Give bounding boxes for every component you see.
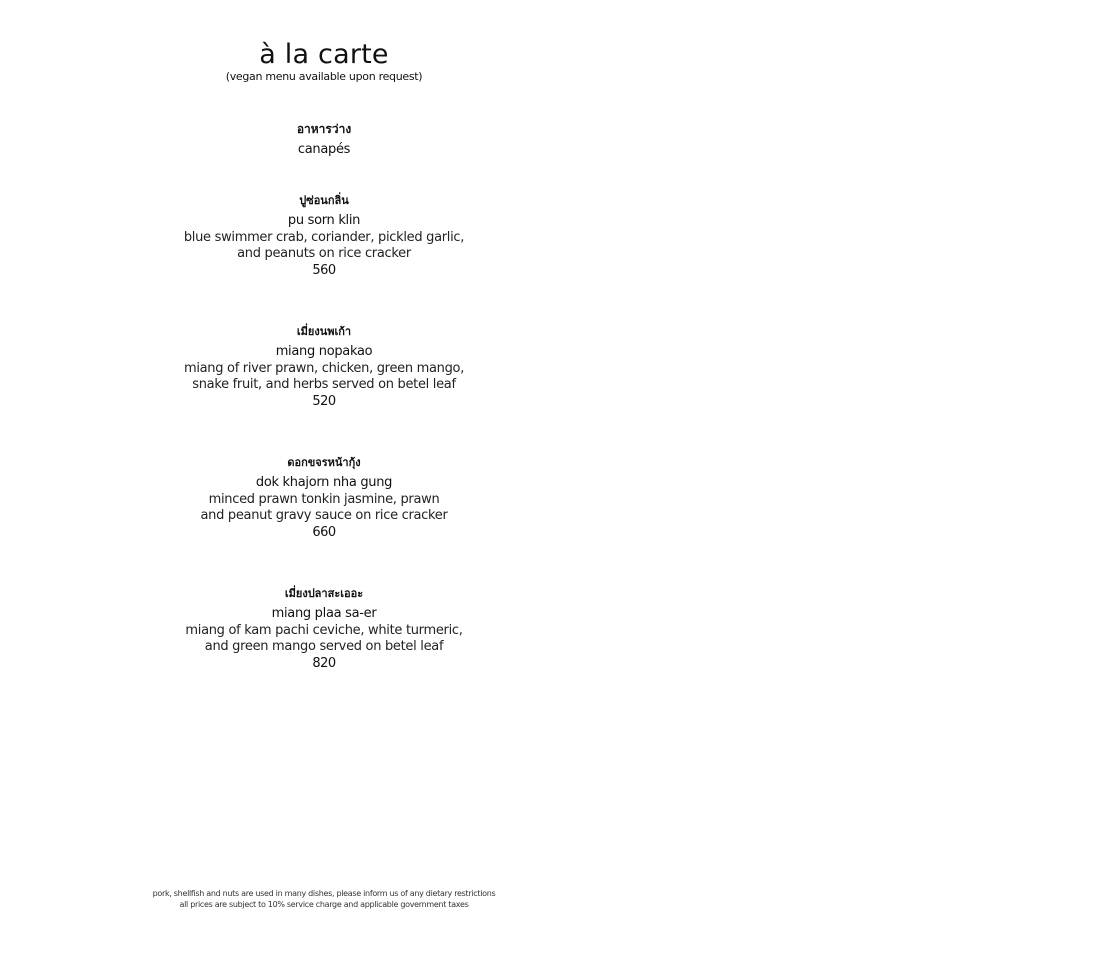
dietary-notice: pork, shellfish and nuts are used in many dishes, please inform us of any dietary restrictions (152, 889, 496, 898)
dish-price: 820 (312, 656, 336, 671)
dish-description-line: blue swimmer crab, coriander, pickled garlic, (183, 230, 465, 245)
menu-footer (124, 888, 524, 910)
menu-item-miang-nopakao (124, 323, 524, 410)
dish-price: 560 (312, 263, 336, 278)
dish-description-line: and peanuts on rice cracker (237, 246, 411, 261)
dish-name-thai: ปูซ่อนกลิ่น (299, 194, 349, 207)
dish-name: miang plaa sa-er (271, 606, 377, 621)
dish-description-line: miang of kam pachi ceviche, white turmeric, (185, 623, 463, 638)
dish-name: pu sorn klin (287, 213, 361, 228)
menu-item-pu-sorn-klin (124, 192, 524, 279)
dish-description-line: miang of river prawn, chicken, green mango, (183, 361, 465, 376)
page-title: à la carte (259, 39, 389, 70)
dish-name-thai: เมี่ยงปลาสะเออะ (284, 587, 364, 600)
dish-name-thai: เมี่ยงนพเก้า (296, 325, 352, 338)
dish-description-line: and peanut gravy sauce on rice cracker (200, 508, 448, 523)
dish-name-thai: ดอกขจรหน้ากุ้ง (287, 456, 361, 469)
menu-page (124, 0, 524, 957)
section-title-thai: อาหารว่าง (296, 122, 352, 136)
dish-price: 660 (312, 525, 336, 540)
dish-price: 520 (312, 394, 336, 409)
dish-description-line: snake fruit, and herbs served on betel leaf (192, 377, 456, 392)
section-title: canapés (297, 142, 351, 157)
dish-name: dok khajorn nha gung (255, 475, 393, 490)
menu-item-miang-plaa-sa-er (124, 585, 524, 672)
dish-description-line: and green mango served on betel leaf (204, 639, 444, 654)
menu-item-dok-khajorn-nha-gung (124, 454, 524, 541)
dish-name: miang nopakao (275, 344, 373, 359)
service-charge-notice: all prices are subject to 10% service charge and applicable government taxes (179, 900, 469, 909)
page-subtitle: (vegan menu available upon request) (225, 70, 423, 83)
dish-description-line: minced prawn tonkin jasmine, prawn (208, 492, 440, 507)
